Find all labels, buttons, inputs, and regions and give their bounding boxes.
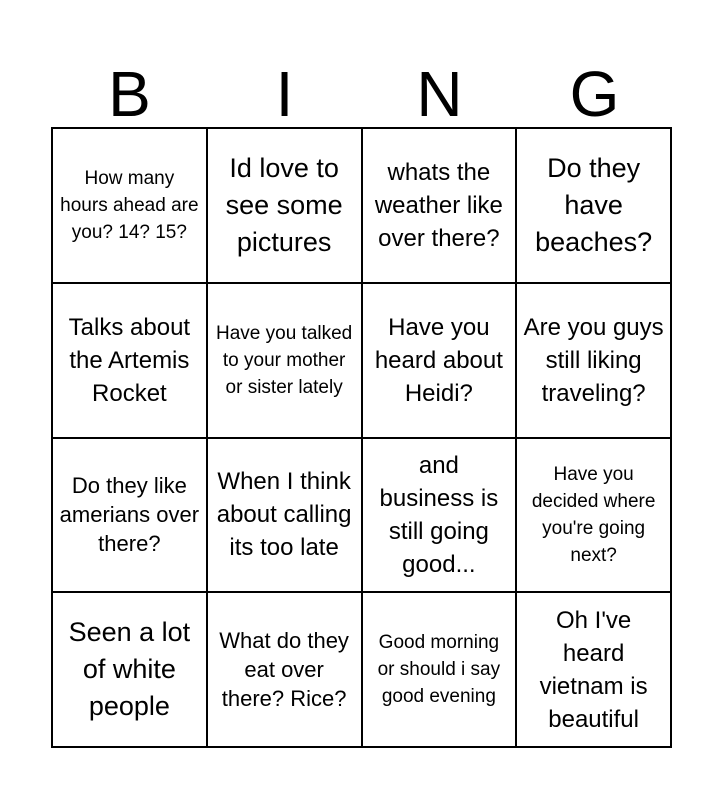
cell-text: Have you heard about Heidi?	[374, 313, 503, 407]
cell-text: whats the weather like over there?	[374, 158, 503, 252]
header-letter-g: G	[569, 58, 620, 130]
bingo-cell-r3-c1[interactable]	[53, 439, 208, 594]
bingo-cell-r3-c4[interactable]	[517, 439, 672, 594]
cell-text: and business is still going good...	[379, 451, 499, 578]
cell-text: Id love to see some pictures	[225, 152, 343, 257]
bingo-cell-r1-c2[interactable]	[208, 129, 363, 284]
cell-text: How many hours ahead are you? 14? 15?	[60, 167, 199, 243]
bingo-cell-r2-c2[interactable]	[208, 284, 363, 439]
bingo-cell-r1-c1[interactable]	[53, 129, 208, 284]
cell-text: Good morning or should i say good evening	[377, 632, 501, 708]
bingo-cell-r3-c3[interactable]	[363, 439, 518, 594]
bingo-cell-r2-c1[interactable]	[53, 284, 208, 439]
cell-text: Are you guys still liking traveling?	[523, 313, 664, 407]
bingo-cell-r2-c3[interactable]	[363, 284, 518, 439]
bingo-cell-r2-c4[interactable]	[517, 284, 672, 439]
header-letter-i: I	[275, 58, 294, 130]
header-letter-n: N	[416, 58, 463, 130]
bingo-cell-r3-c2[interactable]	[208, 439, 363, 594]
cell-text: Do they like amerians over there?	[59, 473, 200, 557]
cell-text: Have you decided where you're going next?	[531, 463, 656, 566]
bingo-cell-r1-c3[interactable]	[363, 129, 518, 284]
bingo-board	[51, 127, 672, 748]
cell-text: Seen a lot of white people	[68, 617, 191, 722]
cell-text: When I think about calling its too late	[216, 468, 352, 562]
cell-text: What do they eat over there? Rice?	[219, 628, 349, 712]
cell-text: Oh I've heard vietnam is beautiful	[539, 606, 648, 733]
bingo-header	[52, 52, 672, 128]
bingo-cell-r4-c4[interactable]	[517, 593, 672, 748]
bingo-cell-r4-c1[interactable]	[53, 593, 208, 748]
cell-text: Do they have beaches?	[535, 152, 653, 257]
bingo-cell-r1-c4[interactable]	[517, 129, 672, 284]
header-letter-b: B	[108, 58, 151, 130]
cell-text: Talks about the Artemis Rocket	[68, 313, 191, 407]
bingo-cell-r4-c3[interactable]	[363, 593, 518, 748]
bingo-cell-r4-c2[interactable]	[208, 593, 363, 748]
cell-text: Have you talked to your mother or sister lately	[216, 322, 353, 398]
